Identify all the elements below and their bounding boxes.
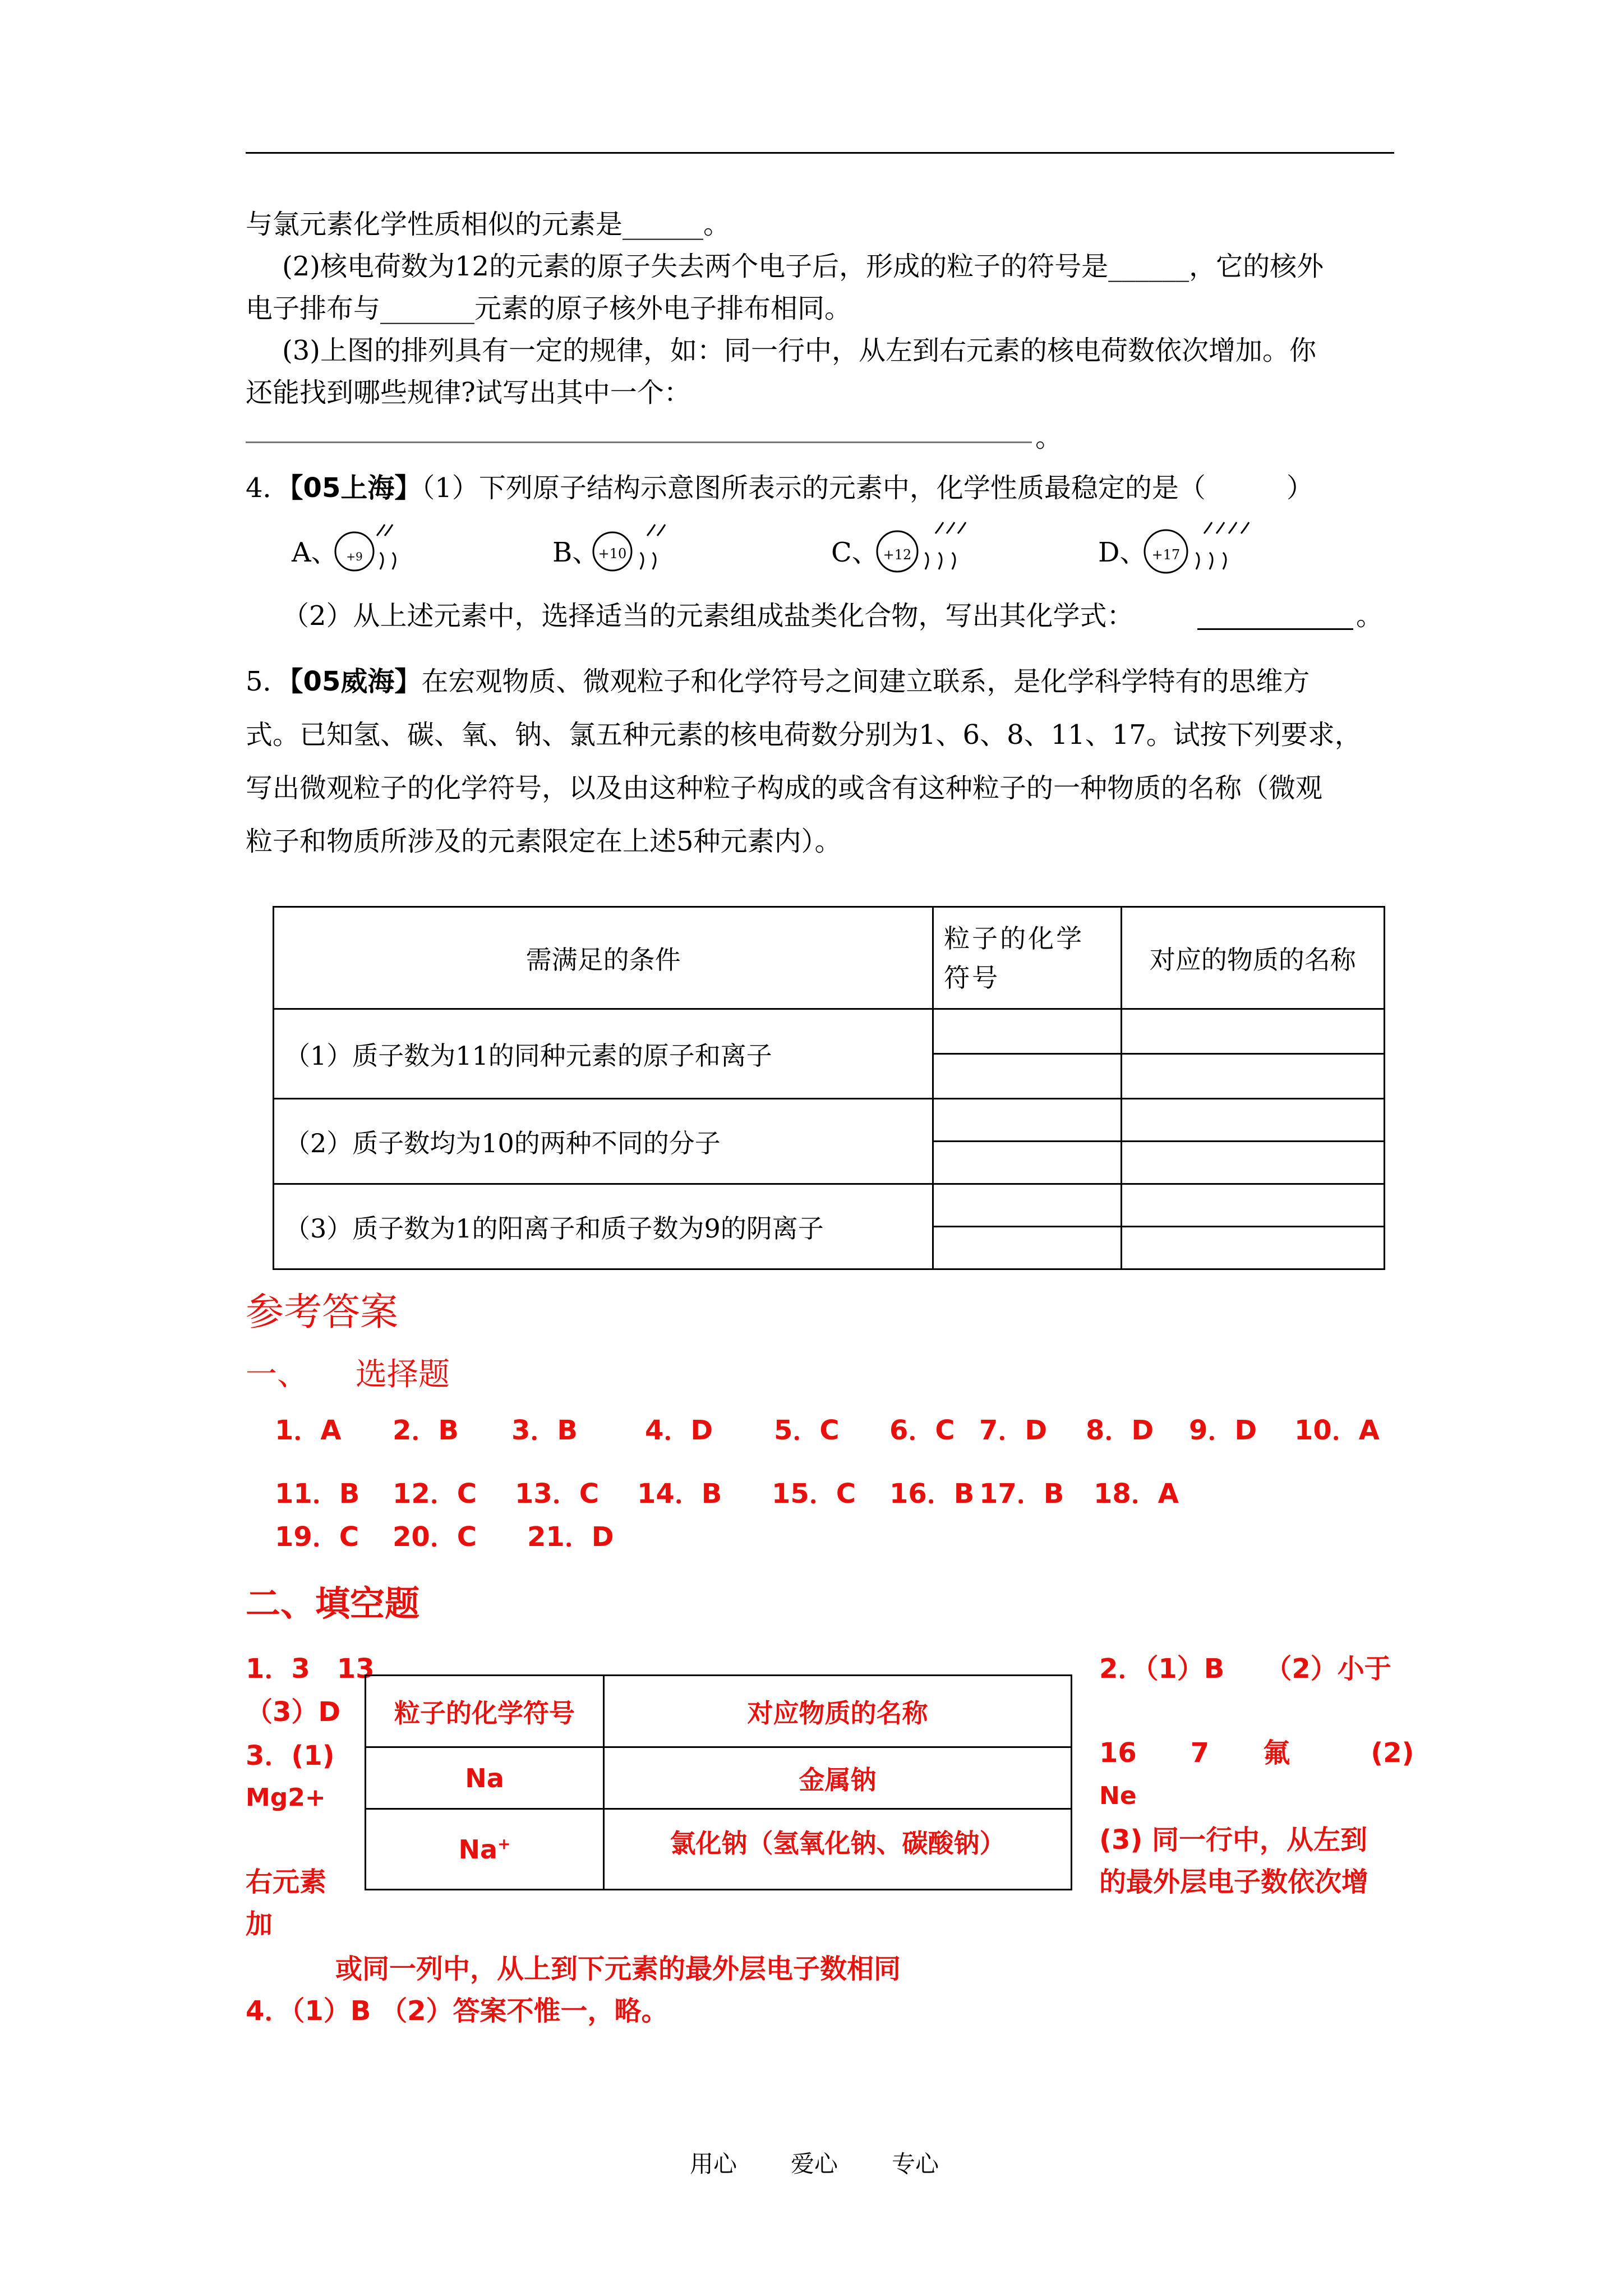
answer-cell [933,1099,1122,1142]
header-rule [246,152,1394,154]
answer-fragment: 1．3 13 [246,1653,375,1685]
mc-answer-row: 1．A 2．B 3．B 4．D 5．C 6．C 7．D 8．D 9．D 10．A [275,1415,1380,1446]
table-header: 对应的物质的名称 [1121,907,1384,1009]
table-cell: 氯化钠（氢氧化钠、碳酸钠） [604,1809,1072,1890]
answer-fragment: 2．（1）B （2）小于 [1099,1653,1391,1685]
section-heading: 一、 选择题 [246,1356,450,1393]
nucleus-charge-c: +12 [883,547,912,563]
answer-cell [1121,1099,1384,1142]
answer-cell [933,1054,1122,1099]
option-c-label: C、 [831,537,879,568]
nucleus-charge-b: +10 [598,546,627,562]
atom-diagram-c [869,513,993,581]
answer-fragment: 16 7 氟 (2) [1099,1737,1414,1769]
answer-cell [1121,1142,1384,1184]
answer-line: 4．（1）B （2）答案不惟一，略。 [246,1995,668,2027]
option-a-label: A、 [292,537,338,568]
answer-cell [933,1227,1122,1269]
text-line: 式。已知氢、碳、氧、钠、氯五种元素的核电荷数分别为1、6、8、11、17。试按下列要求， [246,719,1362,751]
answer-table [365,1674,1072,1890]
text-line: 电子排布与_______元素的原子核外电子排布相同。 [246,293,852,324]
table-header: 需满足的条件 [274,907,933,1009]
text-line: 写出微观粒子的化学符号，以及由这种粒子构成的或含有这种粒子的一种物质的名称（微观 [246,772,1323,804]
answer-fragment: Ne [1099,1782,1137,1810]
question-5-stem: 5．【05威海】在宏观物质、微观粒子和化学符号之间建立联系，是化学科学特有的思维方 [246,666,1310,697]
table-cell: Na+ [366,1809,604,1890]
table-cell: 金属钠 [604,1747,1072,1809]
question-4-part2: （2）从上述元素中，选择适当的元素组成盐类化合物，写出其化学式： [282,600,1134,632]
table-header: 粒子的化学符号 [366,1676,604,1747]
answer-fragment: 3．(1) [246,1740,335,1772]
answer-cell [933,1184,1122,1227]
footer-text: 爱心 [791,2150,838,2178]
table-row-label: （1）质子数为11的同种元素的原子和离子 [274,1009,933,1099]
answer-fragment: 加 [246,1908,273,1940]
question-5-table [273,906,1385,1270]
answer-fragment: （3）D [246,1696,341,1728]
answer-fragment: 右元素 [246,1866,327,1898]
answer-cell [1121,1184,1384,1227]
question-4-stem: 4．【05上海】（1）下列原子结构示意图所表示的元素中，化学性质最稳定的是（ ） [246,472,1313,504]
footer-text: 用心 [690,2150,737,2178]
text-line: 还能找到哪些规律?试写出其中一个： [246,377,691,408]
answer-blank [1197,628,1353,630]
atom-diagram-a [331,513,432,581]
mc-answer-row: 19．C 20．C 21．D [275,1521,614,1553]
answer-cell [1121,1009,1384,1054]
atom-diagram-b [589,513,690,581]
table-header: 粒子的化学符号 [933,907,1122,1009]
text-line: (2)核电荷数为12的元素的原子失去两个电子后，形成的粒子的符号是______，它的核外 [282,251,1324,282]
option-d-label: D、 [1098,537,1147,568]
answer-fragment: Mg2+ [246,1783,326,1812]
answer-cell [1121,1054,1384,1099]
text-line: 。 [1035,422,1063,453]
answer-fragment: 的最外层电子数依次增 [1099,1866,1369,1898]
footer-text: 专心 [892,2150,939,2178]
text-line: (3)上图的排列具有一定的规律，如：同一行中，从左到右元素的核电荷数依次增加。你 [282,335,1316,366]
section-heading: 二、填空题 [246,1583,420,1624]
text-line: 粒子和物质所涉及的元素限定在上述5种元素内）。 [246,826,842,857]
text-line: 。 [1356,600,1384,632]
answer-blank [246,441,1032,443]
answer-cell [933,1142,1122,1184]
answer-cell [933,1009,1122,1054]
answer-cell [1121,1227,1384,1269]
answer-line: 或同一列中，从上到下元素的最外层电子数相同 [335,1953,901,1985]
table-row-label: （2）质子数均为10的两种不同的分子 [274,1099,933,1184]
table-header: 对应物质的名称 [604,1676,1072,1747]
table-cell: Na [366,1747,604,1809]
text-line: 与氯元素化学性质相似的元素是______。 [246,209,731,240]
nucleus-charge-a: +9 [346,550,363,563]
answers-title: 参考答案 [246,1290,399,1335]
option-b-label: B、 [552,537,600,568]
table-row-label: （3）质子数为1的阳离子和质子数为9的阴离子 [274,1184,933,1269]
nucleus-charge-d: +17 [1151,547,1181,563]
mc-answer-row: 11．B 12．C 13．C 14．B 15．C 16．B 17．B 18．A [275,1478,1179,1510]
answer-fragment: (3) 同一行中，从左到 [1099,1824,1367,1856]
atom-diagram-d [1136,513,1270,581]
